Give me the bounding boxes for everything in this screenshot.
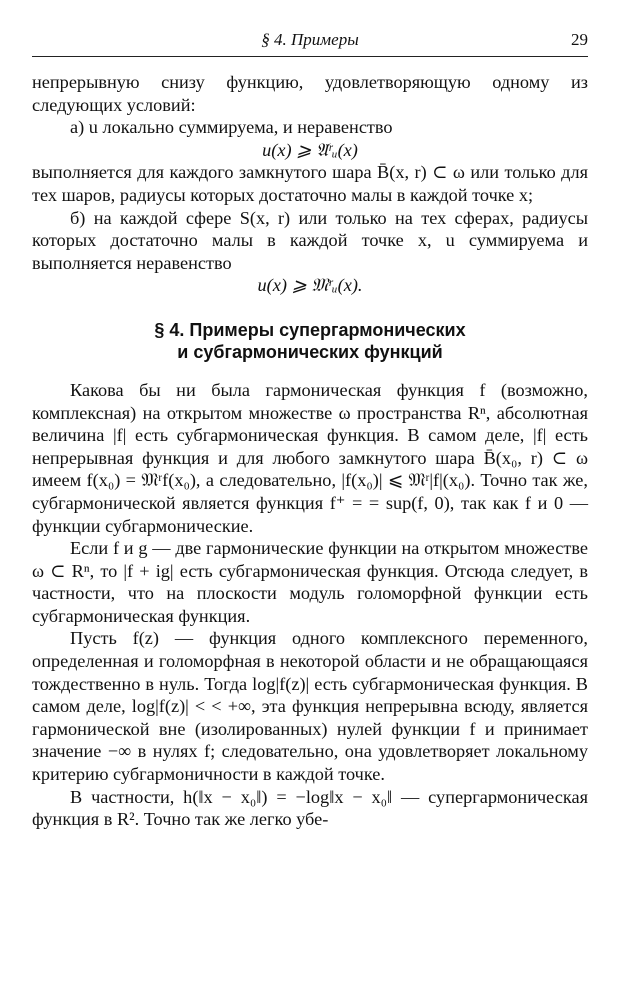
section-heading (32, 319, 588, 363)
formula-a: u(x) ⩾ 𝔄ʳᵤ(x) (262, 139, 358, 160)
running-title: § 4. Примеры (261, 30, 359, 49)
paragraph-2: Если f и g — две гармонические функции на открытом множестве ω ⊂ Rⁿ, то |f + ig| есть субгармоническая функция. Отсюда следует, в частности, что на плоскости модуль голоморфной функции есть субгармоническая функция. (32, 538, 588, 626)
paragraph-4: В частности, h(‖x − x₀‖) = −log‖x − x₀‖ — супергармоническая функция в R². Точно так же легко убе- (32, 786, 588, 830)
paragraph-3: Пусть f(z) — функция одного комплексного переменного, определенная и голоморфная в некоторой области и не обращающаяся тождественно в нуль. Тогда log|f(z)| есть субгармоническая функция. В самом деле, log|f(z)| < < +∞, эта функция непрерывна всюду, является гармонической вне (изолированных) нулей функции f и принимает значение −∞ в нулях f; следовательно, она удовлетворяет локальному критерию субгармоничности в каждой точке. (32, 628, 588, 785)
condition-a-continuation: выполняется для каждого замкнутого шара B̄(x, r) ⊂ ω или только для тех шаров, радиусы которых достаточно малы в каждой точке x; (32, 162, 588, 205)
running-header (32, 28, 588, 57)
page-number: 29 (571, 30, 588, 49)
paragraph-1: Какова бы ни была гармоническая функция f (возможно, комплексная) на открытом множестве ω пространства Rⁿ, абсолютная величина |f| есть субгармоническая функция. В самом деле, |f| есть непрерывная функция и для любого замкнутого шара B̄(x₀, r) ⊂ ω имеем f(x₀) = 𝔐ʳf(x₀), а следовательно, |f(x₀)| ⩽ 𝔐ʳ|f|(x₀). Точно так же, субгармонической является функция f⁺ = = sup(f, 0), так как f и 0 — функции субгармонические. (32, 379, 588, 536)
page-body (32, 71, 588, 831)
formula-b: u(x) ⩾ 𝔐ʳᵤ(x). (257, 275, 363, 296)
condition-b: б) на каждой сфере S(x, r) или только на тех сферах, радиусы которых достаточно малы в каждой точке x, u суммируема и выполняется неравенство (32, 207, 588, 273)
book-page (32, 28, 588, 978)
intro-paragraph: непрерывную снизу функцию, удовлетворяющую одному из следующих условий: (32, 72, 588, 115)
section-heading-line-2: и субгармонических функций (177, 341, 443, 362)
condition-a: а) u локально суммируема, и неравенство (70, 117, 393, 138)
section-heading-line-1: § 4. Примеры супергармонических (154, 319, 466, 340)
